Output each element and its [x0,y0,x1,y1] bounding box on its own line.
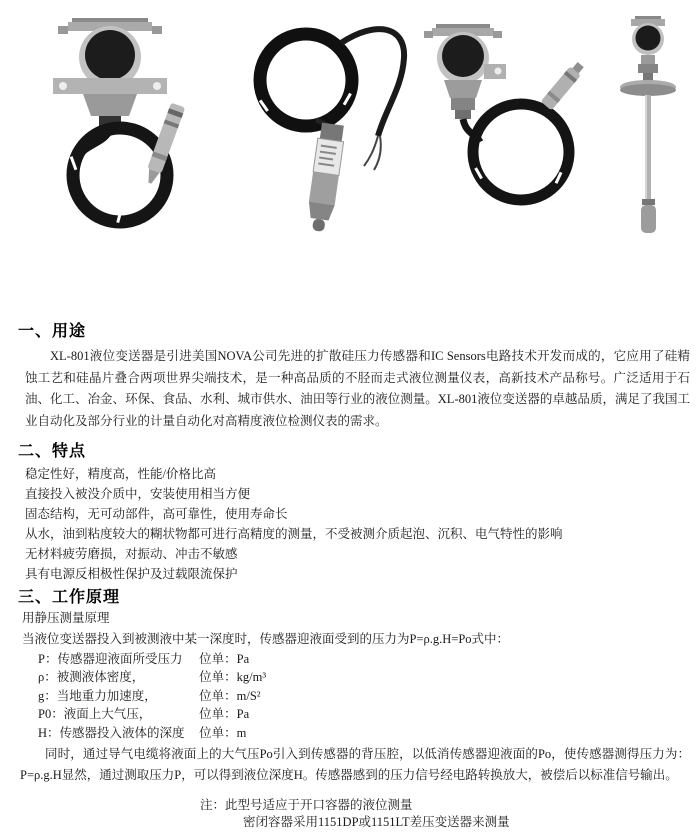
product-photo-cable-probe-icon [246,8,431,238]
feature-item: 稳定性好，精度高，性能/价格比高 [25,467,216,481]
param-term: P0：液面上大气压， [38,707,152,722]
feature-item: 固态结构，无可动部件，高可靠性，使用寿命长 [25,507,288,521]
principle-method-line: 用静压测量原理 [22,611,110,625]
param-term: P：传感器迎液面所受压力 [38,652,183,666]
principle-paragraph: 同时，通过导气电缆将液面上的大气压Po引入到传感器的背压腔，以低消传感器迎液面的Po，使传感器测得压力为：P=ρ.g.H显然，通过测取压力P，可以得到液位深度H。传感器感到的压力信号经电路转换放大，被偿后以标准信号输出。 [20,747,690,783]
section-principle [0,588,700,786]
product-photo-bracket-transmitter-icon [25,12,195,237]
section-heading-features: 二、特点 [18,441,87,460]
param-term: g：当地重力加速度， [38,688,157,703]
section-usage [0,322,700,432]
formula-param-row [38,724,700,742]
usage-paragraph: XL-801液位变送器是引进美国NOVA公司先进的扩散硅压力传感器和IC Sensors电路技术开发而成的，它应用了硅精蚀工艺和硅晶片叠合两项世界尖端技术，是一种高品质的不胫而走式液位测量仪表，高新技术产品称号。广泛适用于石油、化工、冶金、环保、食品、水利、城市供水、油田等行业的液位测量。XL-801液位变送器的卓越品质，满足了我国工业自动化及部分行业的计量自动化对高精度液位检测仪表的需求。 [25,349,690,428]
footnote-line: 注：此型号适应于开口容器的液位测量 [200,798,413,813]
product-photo-strip [0,0,700,308]
param-unit: 位单：Pa [199,707,250,722]
principle-formula-line: 当液位变送器投入到被测液中某一深度时，传感器迎液面受到的压力为P=ρ.g.H=Po式中： [22,632,510,646]
param-unit: 位单：Pa [199,652,250,666]
feature-item: 具有电源反相极性保护及过载限流保护 [25,567,238,581]
param-unit: 位单：m [199,725,247,740]
param-term: ρ：被测液体密度， [38,670,145,685]
formula-param-row [38,668,700,686]
section-heading-principle: 三、工作原理 [18,587,121,606]
feature-item: 直接投入被没介质中，安装使用相当方便 [25,487,251,501]
footnote-line: 密闭容器采用1151DP或1151LT差压变送器来测量 [243,814,510,829]
formula-param-row [38,705,700,723]
section-features [0,442,700,584]
footnotes [0,797,700,830]
param-unit: 位单：kg/m³ [199,670,267,685]
feature-item: 从水，油到粘度较大的糊状物都可进行高精度的测量，不受被测介质起泡、沉积、电气特性的影响 [25,527,563,541]
feature-item: 无材料疲劳磨损，对振动、冲击不敏感 [25,547,238,561]
param-term: H：传感器投入液体的深度 [38,725,185,740]
product-photo-transmitter-coil-icon [418,22,586,217]
formula-param-row [38,687,700,705]
section-heading-usage: 一、用途 [18,321,87,340]
param-unit: 位单：m/S² [199,688,261,703]
formula-param-row [38,650,700,668]
product-photo-rod-transmitter-icon [612,15,687,237]
